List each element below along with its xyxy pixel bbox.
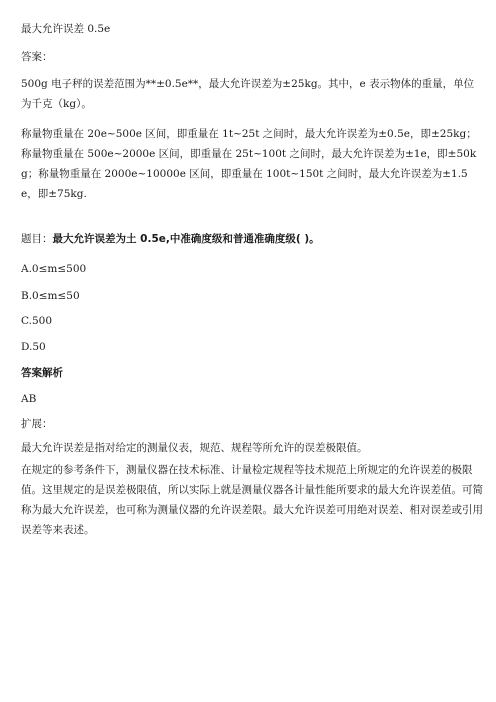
question-line [21,232,486,246]
extend-label: 扩展： [21,418,53,430]
heading-line: 最大允许误差 0.5e [21,23,111,35]
answer-paragraph-2: 称量物重量在 20e~500e 区间，即重量在 1t~25t 之间时，最大允许误差为±0.5e，即±25kg；称量物重量在 500e~2000e 区间，即重量在 25t~100t 之间时，最大允许误差为±1e，即±50kg；称量物重量在 2000e~10000e 区间，即重量在 100t~150t 之间时，最大允许误差为±1.5e，即±75kg. [21,128,477,200]
answer-label: 答案： [21,51,53,63]
extend-paragraph-2: 在规定的参考条件下，测量仪器在技术标准、计量检定规程等技术规范上所规定的允许误差的极限值。这里规定的是误差极限值，所以实际上就是测量仪器各计量性能所要求的最大允许误差值。可简称为最大允许误差，也可称为测量仪器的允许误差限。最大允许误差可用绝对误差、相对误差或引用误差等来表述。 [21,464,483,536]
question-prefix: 题目： [21,233,53,245]
question-text: 最大允许误差为土 0.5e,中准确度级和普通准确度级( )。 [52,233,320,245]
analysis-label: 答案解析 [21,367,63,379]
option-a: A.0≤m≤500 [21,263,87,275]
analysis-answer: AB [21,393,37,405]
extend-paragraph-1: 最大允许误差是指对给定的测量仪表，规范、规程等所允许的误差极限值。 [21,442,368,454]
answer-paragraph-1: 500g 电子秤的误差范围为**±0.5e**，最大允许误差为±25kg。其中，e 表示物体的重量，单位为千克（kg）。 [21,78,475,110]
option-d: D.50 [21,341,46,353]
option-c: C.500 [21,315,53,327]
option-b: B.0≤m≤50 [21,290,80,302]
